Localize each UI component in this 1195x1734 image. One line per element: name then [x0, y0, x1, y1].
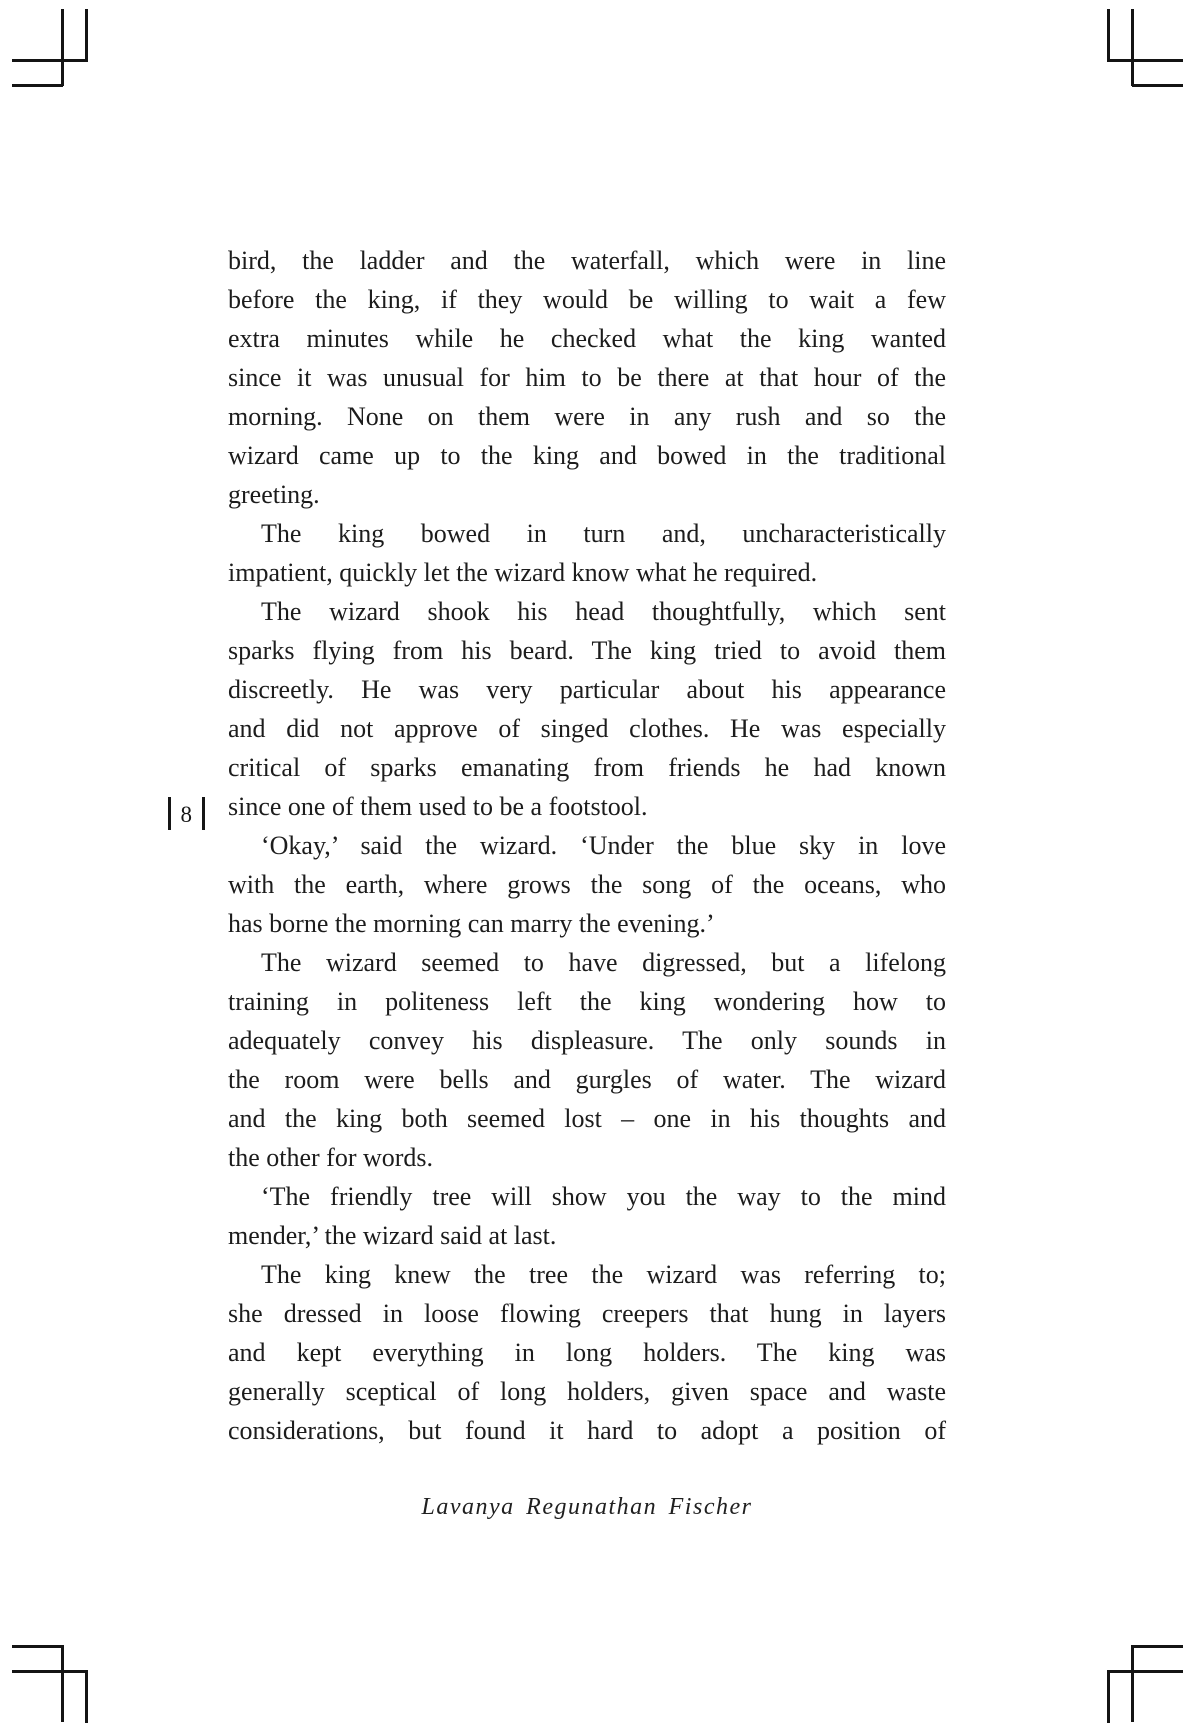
crop-line — [1132, 1645, 1183, 1648]
text-line: training in politeness left the king wondering how to — [228, 987, 946, 1016]
paragraph — [228, 1255, 946, 1450]
paragraph — [228, 943, 946, 1177]
crop-line — [12, 59, 88, 62]
text-line: adequately convey his displeasure. The only sounds in — [228, 1026, 946, 1055]
crop-line — [12, 1645, 63, 1648]
crop-line — [1107, 59, 1183, 62]
text-line: generally sceptical of long holders, given space and waste — [228, 1377, 946, 1406]
page-number-value: 8 — [180, 802, 192, 827]
text-line: mender,’ the wizard said at last. — [228, 1221, 557, 1250]
text-line: ‘The friendly tree will show you the way to the mind — [261, 1182, 946, 1211]
text-line: bird, the ladder and the waterfall, which were in line — [228, 246, 946, 275]
paragraph — [228, 592, 946, 826]
crop-line — [1107, 1670, 1183, 1673]
crop-line — [1107, 9, 1110, 62]
crop-line — [1132, 84, 1183, 87]
text-line: The wizard seemed to have digressed, but a lifelong — [261, 948, 946, 977]
text-line: extra minutes while he checked what the king wanted — [228, 324, 946, 353]
text-block — [228, 241, 946, 1450]
crop-line — [12, 84, 63, 87]
text-line: before the king, if they would be willing to wait a few — [228, 285, 946, 314]
text-line: since one of them used to be a footstool. — [228, 792, 648, 821]
running-footer-author: Lavanya Regunathan Fischer — [421, 1494, 753, 1520]
text-line: and the king both seemed lost – one in his thoughts and — [228, 1104, 946, 1133]
paragraph — [228, 1177, 946, 1255]
crop-line — [85, 1670, 88, 1723]
page-number-rule-left — [168, 797, 171, 830]
text-line: and did not approve of singed clothes. He was especially — [228, 714, 946, 743]
text-line: considerations, but found it hard to adopt a position of — [228, 1416, 946, 1445]
text-line: and kept everything in long holders. The king was — [228, 1338, 946, 1367]
page-number-rule-right — [202, 797, 205, 830]
crop-line — [1131, 1645, 1134, 1722]
text-line: wizard came up to the king and bowed in the traditional — [228, 441, 946, 470]
text-line: sparks flying from his beard. The king tried to avoid them — [228, 636, 946, 665]
paragraph — [228, 514, 946, 592]
crop-line — [12, 1670, 88, 1673]
text-line: since it was unusual for him to be there at that hour of the — [228, 363, 946, 392]
text-line: The wizard shook his head thoughtfully, which sent — [261, 597, 946, 626]
paragraph — [228, 826, 946, 943]
text-line: the other for words. — [228, 1143, 434, 1172]
text-line: greeting. — [228, 480, 320, 509]
text-line: The king bowed in turn and, uncharacteristically — [261, 519, 946, 548]
text-line: the room were bells and gurgles of water. The wizard — [228, 1065, 946, 1094]
paragraph — [228, 241, 946, 514]
text-line: ‘Okay,’ said the wizard. ‘Under the blue sky in love — [261, 831, 946, 860]
crop-line — [61, 1645, 64, 1722]
crop-line — [1107, 1670, 1110, 1723]
crop-line — [61, 9, 64, 86]
crop-line — [85, 9, 88, 62]
text-line: The king knew the tree the wizard was referring to; — [261, 1260, 946, 1289]
crop-line — [1131, 9, 1134, 86]
text-line: impatient, quickly let the wizard know what he required. — [228, 558, 818, 587]
text-line: has borne the morning can marry the evening.’ — [228, 909, 715, 938]
text-line: with the earth, where grows the song of the oceans, who — [228, 870, 946, 899]
text-line: she dressed in loose flowing creepers that hung in layers — [228, 1299, 946, 1328]
text-line: discreetly. He was very particular about his appearance — [228, 675, 946, 704]
text-line: morning. None on them were in any rush and so the — [228, 402, 946, 431]
text-line: critical of sparks emanating from friends he had known — [228, 753, 946, 782]
page-number — [168, 797, 205, 830]
